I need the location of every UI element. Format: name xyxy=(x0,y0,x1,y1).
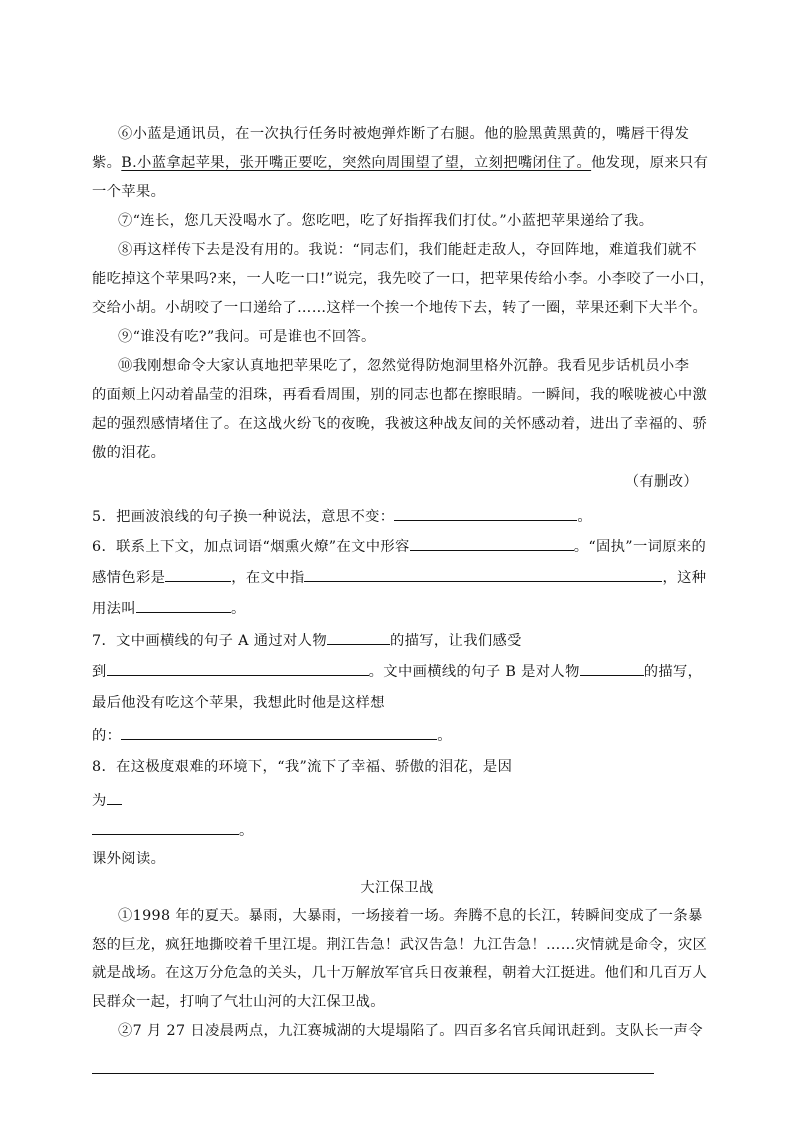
question-5-text: 5．把画波浪线的句子换一种说法，意思不变： xyxy=(92,509,395,525)
question-6-text-6: 用法叫 xyxy=(92,601,136,617)
p8-line2: 能吃掉这个苹果吗?来，一人吃一口!”说完，我先咬了一口，把苹果传给小李。小李咬了一小口， xyxy=(92,271,715,287)
question-7-text: 7．文中画横线的句子 A 通过对人物 xyxy=(92,633,327,649)
question-7-line2 xyxy=(92,660,702,682)
source-note: （有删改） xyxy=(624,474,698,490)
question-5 xyxy=(92,505,592,527)
answer-blank-q5[interactable] xyxy=(394,505,577,521)
question-7-line3: 最后他没有吃这个苹果，我想此时他是这样想 xyxy=(92,695,385,711)
p6-line2 xyxy=(92,153,708,173)
question-7-text-3: 到 xyxy=(92,664,107,680)
p8-line1: ⑧再这样传下去是没有用的。我说：“同志们，我们能赶走敌人，夺回阵地，难道我们就不 xyxy=(118,242,697,258)
a1-line1: ①1998 年的夏天。暴雨，大暴雨，一场接着一场。奔腾不息的长江，转瞬间变成了一条暴 xyxy=(118,908,703,924)
question-7-line1 xyxy=(92,629,522,651)
p10-line2: 的面颊上闪动着晶莹的泪珠，再看看周围，别的同志也都在擦眼睛。一瞬间，我的喉咙被心中激 xyxy=(92,387,708,403)
question-6-text-2: 。“固执”一词原来的 xyxy=(573,539,707,555)
p10-line3: 起的强烈感情堵住了。在这战火纷飞的夜晚，我被这种战友间的关怀感动着，进出了幸福的、骄 xyxy=(92,416,708,432)
question-5-end: 。 xyxy=(577,509,593,525)
a1-line2: 怒的巨龙，疯狂地撕咬着千里江堤。荆江告急！武汉告急！九江告急！……灾情就是命令，灾区 xyxy=(92,937,708,953)
question-7-text-4: 。文中画横线的句子 B 是对人物 xyxy=(368,664,580,680)
question-6-end: 。 xyxy=(230,601,246,617)
a2-line1: ②7 月 27 日凌晨两点，九江赛城湖的大堤塌陷了。四百多名官兵闻讯赶到。支队长一声令 xyxy=(118,1023,703,1039)
question-8-line2 xyxy=(92,789,122,811)
p8-line3: 交给小胡。小胡咬了一口递给了……这样一个挨一个地传下去，转了一圈，苹果还剩下大半个。 xyxy=(92,300,708,316)
p6-line2-end: 他发现，原来只有 xyxy=(591,155,709,171)
question-8-text-2: 为 xyxy=(92,793,107,809)
question-7-text-2: 的描写，让我们感受 xyxy=(389,633,522,649)
question-7-line4 xyxy=(92,724,452,746)
p7-line1: ⑦“连长，您几天没喝水了。您吃吧，吃了好指挥我们打仗。”小蓝把苹果递给了我。 xyxy=(118,213,654,229)
a1-line3: 就是战场。在这万分危急的关头，几十万解放军官兵日夜兼程，朝着大江挺进。他们和几百万人 xyxy=(92,965,708,981)
question-6-text-3: 感情色彩是 xyxy=(92,570,166,586)
question-8-line3 xyxy=(92,819,254,841)
p9-line1: ⑨“谁没有吃?”我问。可是谁也不回答。 xyxy=(118,329,376,345)
question-6-line2 xyxy=(92,566,706,588)
answer-blank-q6-4[interactable] xyxy=(136,597,231,613)
question-6-line3 xyxy=(92,597,246,619)
p10-line1: ⑩我刚想命令大家认真地把苹果吃了，忽然觉得防炮洞里格外沉静。我看见步话机员小李 xyxy=(118,358,690,374)
a1-line4: 民群众一起，打响了气壮山河的大江保卫战。 xyxy=(92,994,385,1010)
answer-blank-q7-4[interactable] xyxy=(121,724,437,740)
question-7-text-5: 的描写， xyxy=(643,664,703,680)
footer-rule xyxy=(92,1073,654,1074)
p6-line2-start: 紫。 xyxy=(92,155,122,171)
answer-blank-q8-1[interactable] xyxy=(107,789,122,805)
question-7-end: 。 xyxy=(437,728,452,744)
answer-blank-q7-3[interactable] xyxy=(580,660,644,676)
question-8-end: 。 xyxy=(239,823,254,839)
article-title: 大江保卫战 xyxy=(360,880,434,896)
answer-blank-q7-2[interactable] xyxy=(107,660,369,676)
answer-blank-q6-1[interactable] xyxy=(410,535,574,551)
answer-blank-q7-1[interactable] xyxy=(327,629,390,645)
p10-line4: 傲的泪花。 xyxy=(92,445,166,461)
answer-blank-q6-3[interactable] xyxy=(304,566,662,582)
question-7-text-6: 的： xyxy=(92,728,122,744)
answer-blank-q6-2[interactable] xyxy=(165,566,231,582)
question-6-text-5: ，这种 xyxy=(662,570,707,586)
extra-reading-heading: 课外阅读。 xyxy=(92,851,166,867)
answer-blank-q8-2[interactable] xyxy=(92,819,239,835)
question-8-line1: 8．在这极度艰难的环境下，“我”流下了幸福、骄傲的泪花，是因 xyxy=(92,759,513,775)
p6-line3: 一个苹果。 xyxy=(92,184,166,200)
question-6-text-4: ，在文中指 xyxy=(231,570,305,586)
sentence-b-underlined: B.小蓝拿起苹果，张开嘴正要吃，突然向周围望了望，立刻把嘴闭住了。 xyxy=(121,155,592,171)
p6-line1: ⑥小蓝是通讯员，在一次执行任务时被炮弹炸断了右腿。他的脸黑黄黑黄的，嘴唇干得发 xyxy=(118,126,690,142)
question-6-line1 xyxy=(92,535,706,557)
question-6-text: 6．联系上下文，加点词语“烟熏火燎”在文中形容 xyxy=(92,539,410,555)
